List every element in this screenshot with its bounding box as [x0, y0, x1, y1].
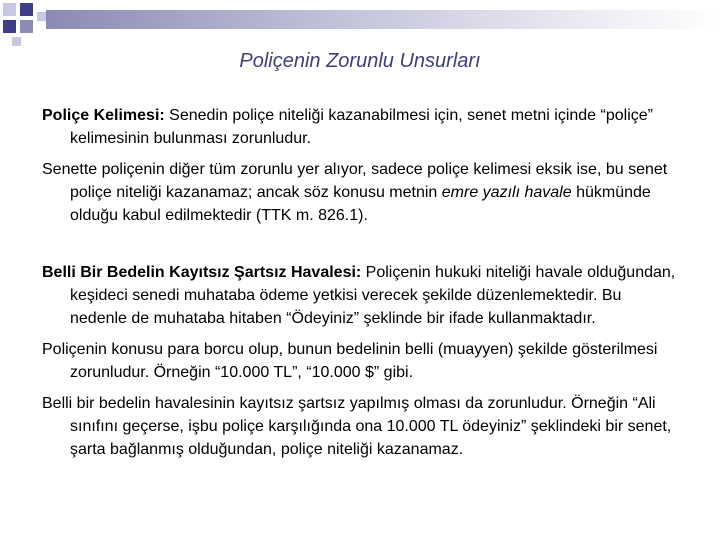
paragraph-text: Senedin poliçe niteliği kazanabilmesi için, senet metni içinde “poliçe” kelimesinin bulunması zorunludur. [70, 107, 653, 147]
page-title: Poliçenin Zorunlu Unsurları [239, 50, 481, 72]
decorative-header [0, 0, 720, 40]
paragraph-lead: Poliçe Kelimesi: [42, 107, 165, 124]
paragraph-text: Poliçenin hukuki niteliği havale olduğundan, keşideci senedi muhataba ödeme yetkisi verecek şekilde düzenlemektedir. Bu nedenle de muhataba hitaben “Ödeyiniz” şeklinde bir ifade kullanmaktadır. [70, 264, 676, 327]
paragraph-belli-bedel [42, 261, 682, 330]
header-gradient-bar [46, 10, 720, 29]
paragraph-text: Poliçenin konusu para borcu olup, bunun bedelinin belli (muayyen) şekilde gösterilmesi zorunludur. Örneğin “10.000 TL”, “10.000 $” gibi. [42, 341, 658, 381]
paragraph-text: Belli bir bedelin havalesinin kayıtsız şartsız yapılmış olması da zorunludur. Örneğin “Ali sınıfını geçerse, işbu poliçe karşılığında ona 10.000 TL ödeyiniz” şeklindeki bir senet, şarta bağlanmış olduğundan, poliçe niteliği kazanamaz. [42, 395, 672, 458]
decorative-square [20, 20, 33, 33]
slide-body [42, 104, 682, 461]
paragraph-para-borcu [42, 338, 682, 384]
decorative-square [3, 3, 16, 16]
italic-term: havale [524, 184, 572, 201]
paragraph-police-kelimesi [42, 104, 682, 150]
paragraph-text: hükmünde olduğu kabul edilmektedir (TTK m. 826.1). [70, 184, 651, 224]
decorative-square [20, 3, 33, 16]
decorative-square [3, 20, 16, 33]
decorative-square [12, 37, 21, 46]
decorative-square [37, 12, 46, 21]
paragraph-lead: Belli Bir Bedelin Kayıtsız Şartsız Havalesi: [42, 264, 362, 281]
paragraph-missing-word [42, 158, 682, 227]
italic-term: emre yazılı [441, 184, 521, 201]
paragraph-text: Senette poliçenin diğer tüm zorunlu yer alıyor, sadece poliçe kelimesi eksik ise, bu senet poliçe niteliği kazanamaz; ancak söz konusu metnin [42, 161, 668, 201]
paragraph-kayitsiz-sartsiz [42, 392, 682, 461]
